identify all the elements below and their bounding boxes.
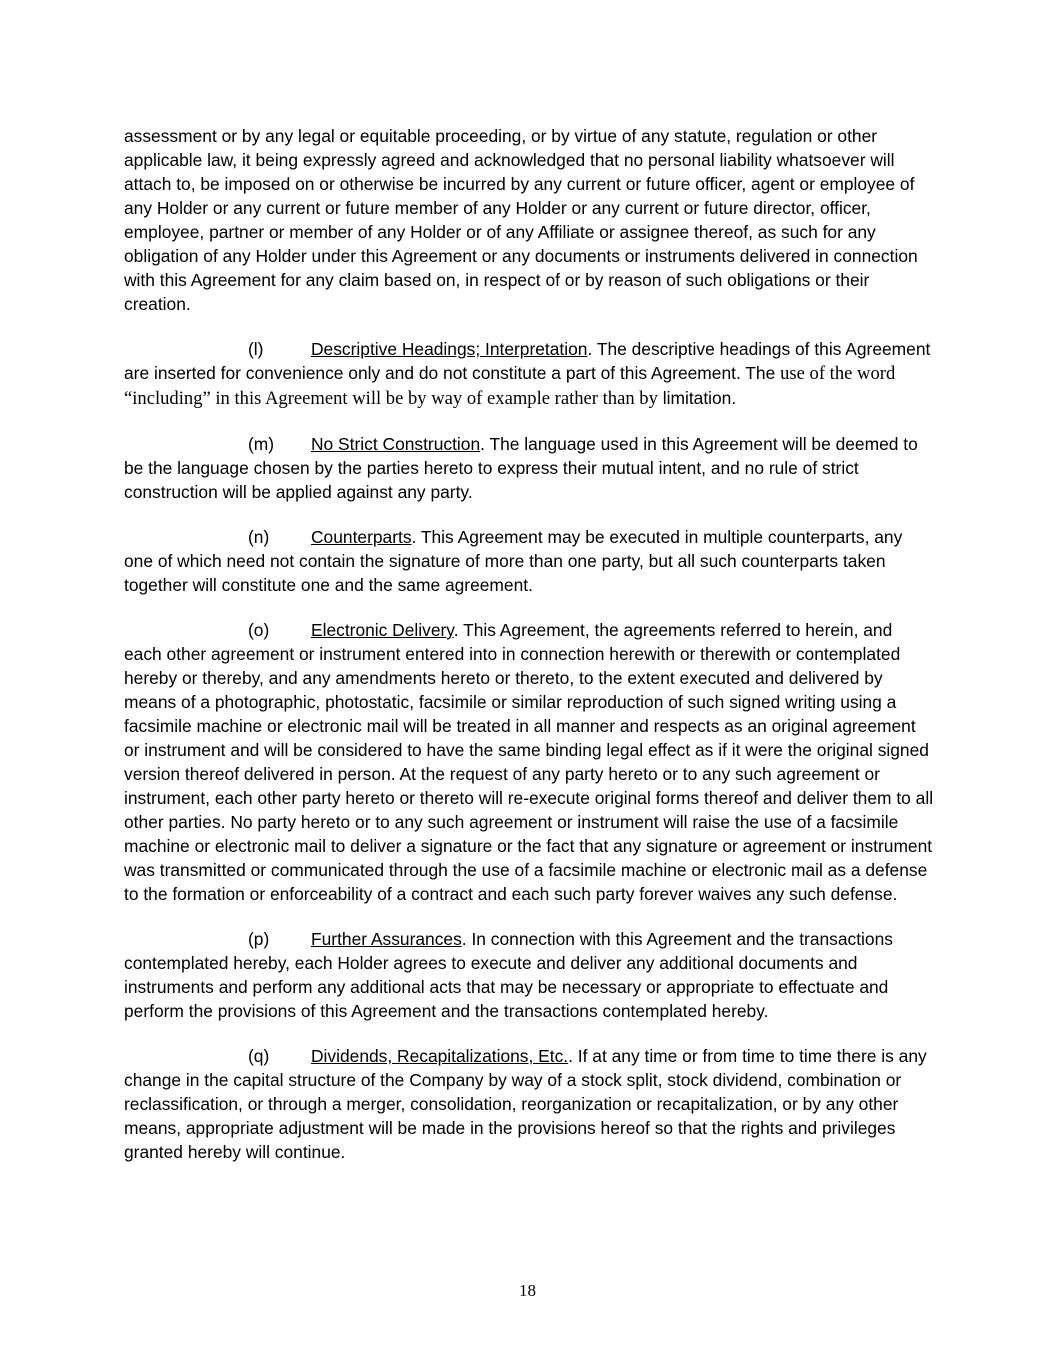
section-heading: Electronic Delivery [311, 620, 454, 640]
section-o-paragraph [124, 618, 934, 906]
section-label: (m) [248, 434, 275, 454]
section-heading: Dividends, Recapitalizations, Etc. [311, 1046, 569, 1066]
section-m-paragraph [124, 432, 934, 504]
section-label: (n) [248, 527, 270, 547]
section-label: (p) [248, 929, 270, 949]
section-label: (q) [248, 1046, 270, 1066]
section-label: (l) [248, 339, 264, 359]
section-text-serif: use of the word “including” in this Agreement will be by way of example rather than by [124, 363, 896, 409]
section-text-end: limitation. [657, 388, 737, 408]
document-body [124, 124, 934, 1185]
section-heading: Descriptive Headings; Interpretation [311, 339, 588, 359]
section-l-paragraph [124, 337, 934, 411]
section-label: (o) [248, 620, 270, 640]
section-n-paragraph [124, 525, 934, 597]
section-text: . If at any time or from time to time there is any change in the capital structure of the Company by way of a stock split, stock dividend, combination or reclassification, or through a merger, consolidation, reorganization or recapitalization, or by any other means, appropriate adjustment will be made in the provisions hereof so that the rights and privileges granted hereby will continue. [124, 1046, 927, 1162]
section-text: . This Agreement may be executed in multiple counterparts, any one of which need not contain the signature of more than one party, but all such counterparts taken together will constitute one and the same agreement. [124, 527, 903, 595]
section-text: . This Agreement, the agreements referred to herein, and each other agreement or instrument entered into in connection herewith or therewith or contemplated hereby or thereby, and any amendments hereto or thereto, to the extent executed and delivered by means of a photographic, photostatic, facsimile or similar reproduction of such signed writing using a facsimile machine or electronic mail will be treated in all manner and respects as an original agreement or instrument and will be considered to have the same binding legal effect as if it were the original signed version thereof delivered in person. At the request of any party hereto or to any such agreement or instrument, each other party hereto or thereto will re-execute original forms thereof and deliver them to all other parties. No party hereto or to any such agreement or instrument will raise the use of a facsimile machine or electronic mail to deliver a signature or the fact that any signature or agreement or instrument was transmitted or communicated through the use of a facsimile machine or electronic mail as a defense to the formation or enforceability of a contract and each such party forever waives any such defense. [124, 620, 934, 904]
section-text: . In connection with this Agreement and the transactions contemplated hereby, each Holder agrees to execute and deliver any additional documents and instruments and perform any additional acts that may be necessary or appropriate to effectuate and perform the provisions of this Agreement and the transactions contemplated hereby. [124, 929, 893, 1021]
page-number: 18 [519, 1281, 536, 1300]
section-text: . The language used in this Agreement will be deemed to be the language chosen by the parties hereto to express their mutual intent, and no rule of strict construction will be applied against any party. [124, 434, 918, 502]
section-heading: No Strict Construction [311, 434, 481, 454]
intro-paragraph: assessment or by any legal or equitable proceeding, or by virtue of any statute, regulation or other applicable law, it being expressly agreed and acknowledged that no personal liability whatsoever will attach to, be imposed on or otherwise be incurred by any current or future officer, agent or employee of any Holder or any current or future member of any Holder or any current or future director, officer, employee, partner or member of any Holder or of any Affiliate or assignee thereof, as such for any obligation of any Holder under this Agreement or any documents or instruments delivered in connection with this Agreement for any claim based on, in respect of or by reason of such obligations or their creation. [124, 126, 918, 314]
section-p-paragraph [124, 927, 934, 1023]
section-q-paragraph [124, 1044, 934, 1164]
section-heading: Further Assurances [311, 929, 462, 949]
section-heading: Counterparts [311, 527, 412, 547]
section-text: . The descriptive headings of this Agreement are inserted for convenience only and do not constitute a part of this Agreement. The [124, 339, 931, 383]
